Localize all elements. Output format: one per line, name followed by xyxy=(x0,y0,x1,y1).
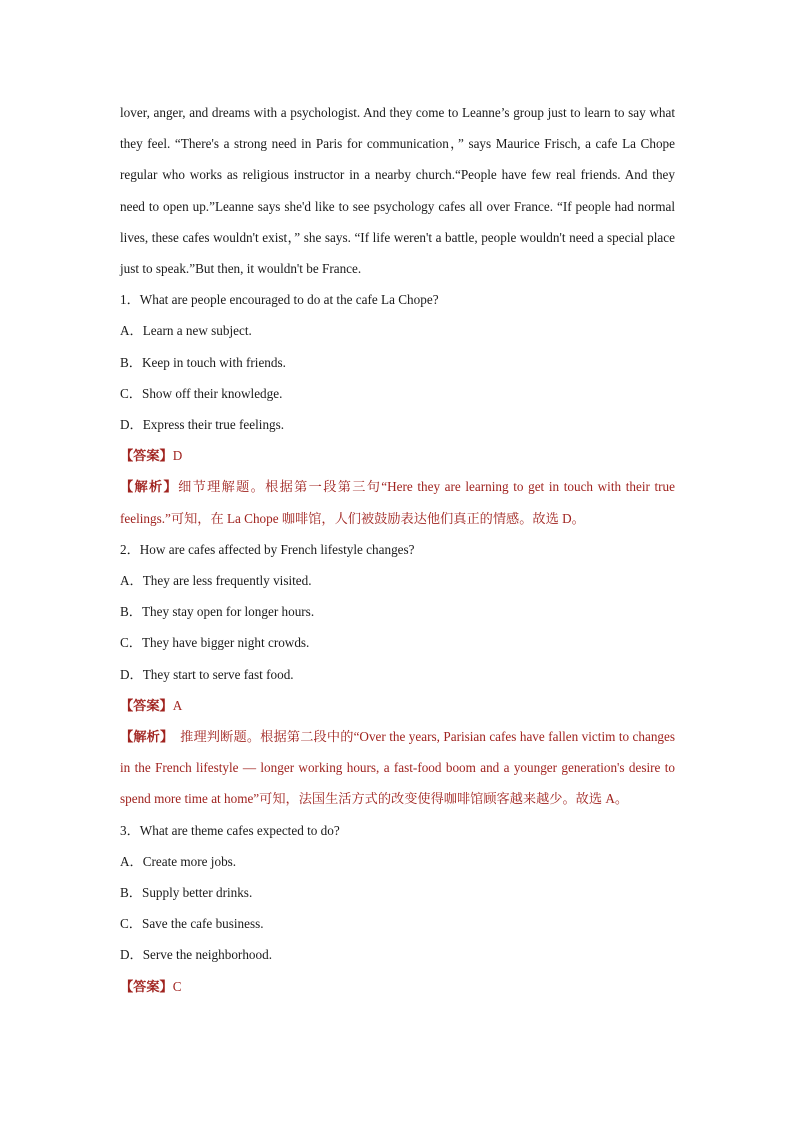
question-3-option-b: B．Supply better drinks. xyxy=(120,885,253,901)
question-2-option-a: A．They are less frequently visited. xyxy=(120,573,312,589)
question-2-option-b: B．They stay open for longer hours. xyxy=(120,604,315,620)
question-3-option-d: D．Serve the neighborhood. xyxy=(120,947,272,963)
question-3 xyxy=(120,815,675,1002)
question-1-analysis-text: 细节理解题。根据第一段第三句“Here they are learning to get in touch with their true feelings.”可知，在 La Chope 咖啡馆，人们被鼓励表达他们真正的情感。故选 D。 xyxy=(120,479,675,526)
answer-tag: 【答案】 xyxy=(120,448,173,464)
analysis-tag: 【解析】 xyxy=(120,479,179,495)
question-3-stem: 3．What are theme cafes expected to do? xyxy=(120,822,340,838)
question-3-option-c: C．Save the cafe business. xyxy=(120,916,264,932)
question-1-answer xyxy=(120,440,675,471)
analysis-tag: 【解析】 xyxy=(120,729,167,745)
question-1-option-c: C．Show off their knowledge. xyxy=(120,385,283,401)
question-3-answer-value: C xyxy=(172,978,182,994)
passage-text: lover, anger, and dreams with a psychologist. And they come to Leanne’s group just to learn to say what they feel. “There's a strong need in Paris for communication，” says Maurice Frisch, a cafe La Chope regular who works as religious instructor in a nearby church.“People have few real friends. And they need to open up.”Leanne says she'd like to see psychology cafes all over France. “If people had normal lives, these cafes wouldn't exist，” she says. “If life weren't a battle, people wouldn't need a special place just to speak.”But then, it wouldn't be France. xyxy=(120,105,675,277)
question-3-answer xyxy=(120,971,675,1002)
question-2-analysis xyxy=(120,721,675,815)
question-2-answer-value: A xyxy=(172,697,183,713)
question-1-option-a: A．Learn a new subject. xyxy=(120,323,252,339)
question-2-option-d: D．They start to serve fast food. xyxy=(120,666,294,682)
question-1-option-d: D．Express their true feelings. xyxy=(120,417,285,433)
question-2-answer xyxy=(120,690,675,721)
question-2 xyxy=(120,534,675,815)
document-page xyxy=(120,97,675,1002)
question-3-option-a: A．Create more jobs. xyxy=(120,853,237,869)
question-1-option-b: B．Keep in touch with friends. xyxy=(120,354,286,370)
question-2-stem: 2．How are cafes affected by French lifestyle changes? xyxy=(120,541,415,557)
answer-tag: 【答案】 xyxy=(120,978,173,994)
question-2-option-c: C．They have bigger night crowds. xyxy=(120,635,310,651)
question-1 xyxy=(120,284,675,534)
question-1-answer-value: D xyxy=(172,448,183,464)
question-1-stem: 1．What are people encouraged to do at the cafe La Chope? xyxy=(120,292,439,308)
question-2-analysis-text: 推理判断题。根据第二段中的“Over the years, Parisian cafes have fallen victim to changes in the French lifestyle — longer working hours, a fast-food boom and a younger generation's desire to spend more time at home”可知，法国生活方式的改变使得咖啡馆顾客越来越少。故选 A。 xyxy=(120,729,676,807)
answer-tag: 【答案】 xyxy=(120,697,173,713)
question-1-analysis xyxy=(120,471,675,533)
